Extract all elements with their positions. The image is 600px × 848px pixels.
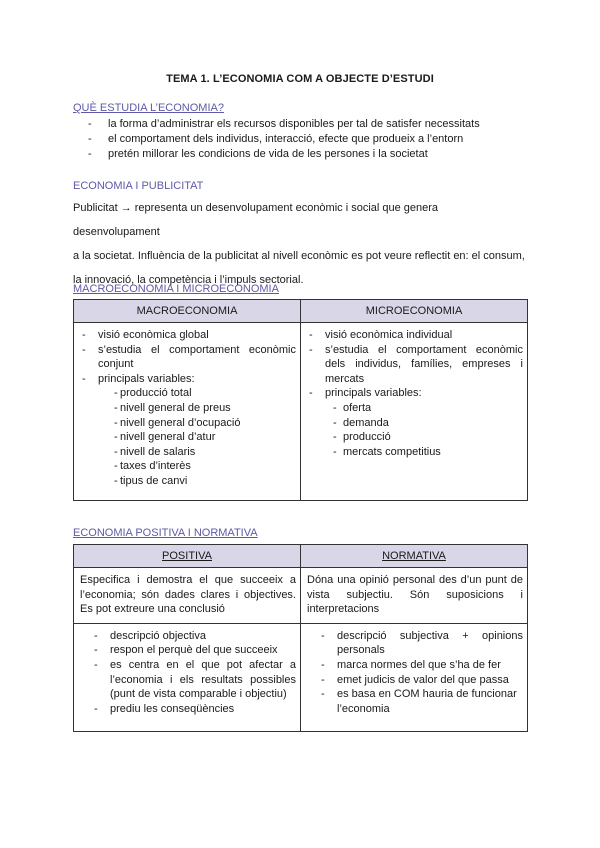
sub-item: - mercats competitius <box>307 445 523 460</box>
list-item: - marca normes del que s’ha de fer <box>307 658 523 673</box>
sub-item: - producció <box>307 430 523 445</box>
macro-header: MACROECONOMIA <box>74 300 301 323</box>
positiva-header: POSITIVA <box>74 545 301 568</box>
list-item: - es basa en COM hauria de funcionar l’economia <box>307 687 523 716</box>
normativa-header: NORMATIVA <box>301 545 528 568</box>
sub-item: - nivell de salaris <box>80 445 296 460</box>
paragraph-line: la innovació, la competència i l’impuls sectorial. <box>73 274 304 286</box>
list-item: - visió econòmica individual <box>307 328 523 343</box>
list-item: - emet judicis de valor del que passa <box>307 673 523 688</box>
macro-cell <box>74 323 301 501</box>
micro-header: MICROECONOMIA <box>301 300 528 323</box>
list-item: - prediu les conseqüències <box>80 702 296 717</box>
list-item: - descripció subjectiva + opinions personals <box>307 629 523 658</box>
section-heading-publicitat: ECONOMIA I PUBLICITAT <box>73 180 204 192</box>
section-heading-positiva-normativa: ECONOMIA POSITIVA I NORMATIVA <box>73 527 258 539</box>
list-item: - pretén millorar les condicions de vida de les persones i la societat <box>88 147 480 162</box>
positiva-description: Especifica i demostra el que succeeix a l’economia; són dades clares i objectives. Es pot extreure una conclusió <box>74 568 301 624</box>
macro-micro-table <box>73 299 528 501</box>
list-item: - la forma d’administrar els recursos disponibles per tal de satisfer necessitats <box>88 117 480 132</box>
publicitat-paragraph <box>73 196 527 292</box>
list-item: - es centra en el que pot afectar a l’economia i els resultats possibles (punt de vista comparable i objectiu) <box>80 658 296 702</box>
sub-item: - nivell general d’ocupació <box>80 416 296 431</box>
list-item: - principals variables: <box>80 372 296 387</box>
paragraph-line: Publicitat → representa un desenvolupament econòmic i social que genera desenvolupament <box>73 202 439 238</box>
sub-item: - tipus de canvi <box>80 474 296 489</box>
list-item: - s’estudia el comportament econòmic dels individus, famílies, empreses i mercats <box>307 343 523 387</box>
normativa-description: Dóna una opinió personal des d’un punt de vista subjectiu. Són suposicions i interpretacions <box>301 568 528 624</box>
sub-item: - demanda <box>307 416 523 431</box>
list-item: - el comportament dels individus, interacció, efecte que produeix a l’entorn <box>88 132 480 147</box>
positiva-normativa-table <box>73 544 528 732</box>
list-item: - respon el perquè del que succeeix <box>80 643 296 658</box>
sub-item: - producció total <box>80 386 296 401</box>
sub-item: - nivell general de preus <box>80 401 296 416</box>
normativa-cell <box>301 623 528 731</box>
sub-item: - oferta <box>307 401 523 416</box>
paragraph-line: a la societat. Influència de la publicitat al nivell econòmic es pot veure reflectit en: el consum, <box>73 250 525 262</box>
sub-item: - taxes d’interès <box>80 459 296 474</box>
list-item: - visió econòmica global <box>80 328 296 343</box>
micro-cell <box>301 323 528 501</box>
list-item: - principals variables: <box>307 386 523 401</box>
list-item: - s’estudia el comportament econòmic conjunt <box>80 343 296 372</box>
section-heading-macro-micro: MACROECONOMIA I MICROECONOMIA <box>73 283 279 295</box>
sub-item: - nivell general d’atur <box>80 430 296 445</box>
section-heading-que-estudia: QUÈ ESTUDIA L’ECONOMIA? <box>73 102 224 114</box>
list-item: - descripció objectiva <box>80 629 296 644</box>
document-title: TEMA 1. L’ECONOMIA COM A OBJECTE D’ESTUDI <box>166 73 434 85</box>
que-estudia-list <box>88 117 480 162</box>
positiva-cell <box>74 623 301 731</box>
